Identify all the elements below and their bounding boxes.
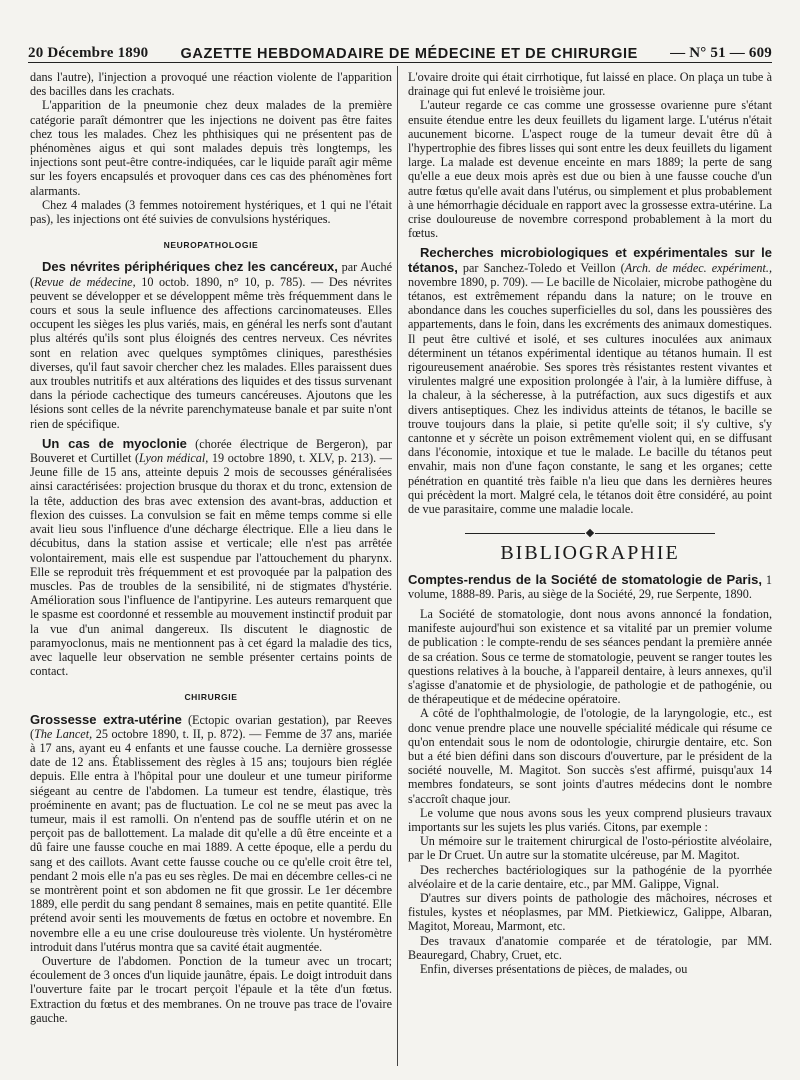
article-title: Recherches microbiologiques et expérimentales sur le tétanos, bbox=[408, 245, 772, 275]
paragraph: Des recherches bactériologiques sur la pathogénie de la pyorrhée alvéolaire et de la carie dentaire, etc., par MM. Galippe, Vignal. bbox=[408, 862, 772, 891]
right-column bbox=[408, 70, 772, 976]
section-heading-neuropathologie: NEUROPATHOLOGIE bbox=[163, 240, 259, 251]
article-reference: novembre 1890, p. 709). — bbox=[408, 274, 544, 289]
paragraph: La Société de stomatologie, dont nous avons annoncé la fondation, manifeste aujourd'hui son existence et sa vitalité par un premier volume de publication : le compte-rendu de ses séances pendant la première année de sa création. Sous ce terme de stomatologie, peuvent se ranger toutes les questions relatives à la bouche, à l'appareil dentaire, à leurs annexes, qu'il s'agisse d'anatomie et de physiologie, de pathologie et de pathogénie, ou de thérapeutique et de médecine opératoire. bbox=[408, 606, 772, 707]
article-author: par Auché ( bbox=[30, 260, 392, 289]
biblio-entry bbox=[408, 573, 772, 601]
article-source: Revue de médecine, bbox=[34, 274, 136, 289]
ornament-line bbox=[595, 533, 715, 534]
paragraph: Des travaux d'anatomie comparée et de tératologie, par MM. Beauregard, Chabry, Cruet, etc. bbox=[408, 933, 772, 962]
paragraph: dans l'autre), l'injection a provoqué une réaction violente de l'apparition des bacilles dans les crachats. bbox=[30, 70, 392, 99]
article-author: (chorée électrique de Bergeron), par Bouveret et Curtillet ( bbox=[30, 436, 393, 466]
article-grossesse bbox=[30, 713, 392, 954]
article-source: Arch. de médec. expériment., bbox=[624, 260, 772, 275]
paragraph: D'autres sur divers points de pathologie des mâchoires, nécroses et fistules, kystes et néoplasmes, par MM. Pietkiewicz, Galippe, Albaran, Magitot, Moreau, Marmont, etc. bbox=[408, 890, 772, 934]
paragraph: L'auteur regarde ce cas comme une grossesse ovarienne pure s'étant ensuite étendue entre les deux feuillets du ligament large. L'utérus n'était aucunement bicorne. L'aspect rouge de la tumeur devait être dû à l'hypertrophie des fibres lisses qui sont entre les deux feuillets du ligament large. La malade est devenue enceinte en mars 1889; la perte de sang qu'elle a eue deux mois après est due ou bien à une fausse couche d'un autre fœtus qu'elle avait dans l'utérus, ou simplement et plus probablement à une hémorrhagie déciduale en rapport avec la grossesse extra-utérine. La crise douloureuse de novembre correspond probablement à la mort du fœtus. bbox=[408, 98, 772, 241]
running-header bbox=[28, 40, 772, 63]
biblio-entry-title: Comptes-rendus de la Société de stomatologie de Paris, bbox=[408, 571, 762, 587]
bibliographie-heading: BIBLIOGRAPHIE bbox=[500, 542, 680, 565]
article-source: Lyon médical, bbox=[139, 451, 209, 466]
article-neurites bbox=[30, 260, 392, 430]
article-myoclonie bbox=[30, 437, 392, 678]
section-heading-chirurgie: CHIRURGIE bbox=[184, 692, 238, 703]
article-body: Des névrites peuvent se développer et se développent même très fréquemment dans le cours et sous la seule influence des affections carcinomateuses. Elles occupent les sièges les plus variés, mais, en général les nerfs sont d'autant plus altérés qu'ils sont plus éloignés des centres nerveux. Ces névrites sont en relation avec quelques symptômes cliniques, paresthésies diverses, qu'il faut savoir chercher chez les malades. Elles paraissent dues aux troubles nutritifs et aux altérations des liquides et des tissus survenant dans la période cachectique des tumeurs cancéreuses. Ajoutons que les lésions sont celles de la névrite parenchymateuse banale et par suite n'ont rien de spécifique. bbox=[30, 274, 392, 431]
paragraph: L'ovaire droite qui était cirrhotique, fut laissé en place. On plaça un tube à drainage qui fut enlevé le troisième jour. bbox=[408, 70, 772, 99]
paragraph: Un mémoire sur le traitement chirurgical de l'osto-périostite alvéolaire, par le Dr Cruet. Un autre sur la stomatite ulcéreuse, par M. Magitot. bbox=[408, 834, 772, 863]
header-page-number: — N° 51 — 609 bbox=[670, 45, 772, 61]
paragraph: Le volume que nous avons sous les yeux comprend plusieurs travaux importants sur les sujets les plus variés. Citons, par exemple : bbox=[408, 805, 772, 834]
ornament-line bbox=[465, 533, 585, 534]
article-body: Le bacille de Nicolaier, microbe pathogène du tétanos, est extrêmement répandu dans la nature; on le trouve en abondance dans les couches superficielles du sol, dans les poussières des appartements, dans le foin, dans les excréments des animaux domestiques. Il peut être cultivé et isolé, et ses cultures inoculées aux animaux déterminent un tétanos expérimental identique au tétanos humain. Il est rigoureusement anaérobie. Ses spores très résistantes restent vivantes et virulentes malgré une exposition prolongée à l'air, à la lumière diffuse, à la chaleur, à la sécheresse, à la putréfaction, aux sucs digestifs et aux divers antiseptiques. Chez les individus atteints de tétanos, le bacille se trouve toujours dans la plaie, si petite qu'elle soit; il s'y cultive, s'y cantonne et y sécrète un poison extrêmement violent qui, en se diffusant dans l'économie, intoxique et tue le malade. Le bacille du tétanos peut envahir, mais non d'une façon constante, le sang et les organes; cette pénétration en quantité très faible n'a lieu que dans les dernières heures qui précèdent la mort. Malgré cela, le tétanos doit être considéré, au point de vue parasitaire, comme une maladie locale. bbox=[408, 274, 773, 517]
article-reference: 25 octobre 1890, t. II, p. 872). — bbox=[92, 726, 262, 741]
article-body: Femme de 37 ans, mariée à 17 ans, ayant eu 4 enfants et une fausse couche. La dernière grossesse date de 12 ans. Établissement des règles à 15 ans; toujours bien réglée depuis. Elle entra à l'hôpital pour une douleur et une tumeur piriforme siégeant au centre de l'abdomen. La tumeur est tendre, élastique, très proéminente en avant; pas de fluctuation. Le col ne se meut pas avec la tumeur, mais il est ramolli. On n'entend pas de souffle utérin et on ne perçoit pas de ballottement. La malade dit qu'elle a dû être enceinte et a dû faire une fausse couche en mai 1889. A cette époque, elle a perdu du sang et des caillots. Avant cette fausse couche ou ce qu'elle croit être tel, pendant 2 mois elle n'a pas eu ses règles. De mai en décembre celles-ci ne se montrèrent point et son abdomen ne fit que grossir. Le 1er décembre 1889, elle perdit du sang pendant 8 semaines, mais en petite quantité. Elle prétend avoir senti les mouvements de fœtus en octobre et novembre. En novembre elle a eu une crise douloureuse très violente. Un hystéromètre introduit dans l'utérus montra que sa cavité était augmentée. bbox=[30, 726, 393, 954]
paragraph: Ouverture de l'abdomen. Ponction de la tumeur avec un trocart; écoulement de 3 onces d'un liquide jaunâtre, épais. Le doigt introduit dans l'ouverture faite par le trocart perçoit l'épaule et la tête d'un fœtus. Extraction du fœtus et des membranes. On ne trouve pas trace de l'ovaire gauche. bbox=[30, 953, 392, 1025]
section-ornament bbox=[408, 530, 772, 536]
column-divider bbox=[397, 66, 398, 1066]
header-journal-title: GAZETTE HEBDOMADAIRE DE MÉDECINE ET DE CHIRURGIE bbox=[180, 46, 638, 62]
biblio-entry-publisher: 1 volume, 1888-89. Paris, au siège de la Société, 29, rue Serpente, 1890. bbox=[408, 572, 772, 601]
paragraph: Chez 4 malades (3 femmes notoirement hystériques, et 1 qui ne l'était pas), les injections ont été suivies de convulsions hystériques. bbox=[30, 197, 392, 227]
header-date: 20 Décembre 1890 bbox=[28, 45, 149, 61]
article-title: Grossesse extra-utérine bbox=[30, 711, 182, 727]
article-author: par Sanchez-Toledo et Veillon ( bbox=[457, 260, 625, 275]
article-reference: 10 octob. 1890, n° 10, p. 785). — bbox=[135, 274, 324, 289]
article-title: Un cas de myoclonie bbox=[42, 435, 187, 451]
article-source: The Lancet, bbox=[34, 726, 93, 741]
paragraph: L'apparition de la pneumonie chez deux malades de la première catégorie paraît démontrer que les injections ne doivent pas être faites chez tous les malades. Chez les phthisiques qui ne présentent pas de phénomènes aigus et qui sont malades depuis très longtemps, les injections sont peut-être contre-indiquées, car le liquide paraît agir même sur les foyers encapsulés et provoquer dans ces cas des phénomènes fort alarmants. bbox=[30, 98, 392, 198]
ornament-diamond bbox=[586, 529, 594, 537]
article-title: Des névrites périphériques chez les cancéreux, bbox=[42, 259, 338, 275]
left-column bbox=[30, 70, 392, 1025]
paragraph: Enfin, diverses présentations de pièces, de malades, ou bbox=[420, 961, 688, 976]
article-reference: 19 octobre 1890, t. XLV, p. 213). — bbox=[208, 451, 392, 466]
paragraph: A côté de l'ophthalmologie, de l'otologie, de la laryngologie, etc., est donc venue prendre place une nouvelle spécialité médicale qui résume ce qu'on entendait sous le nom de odontologie, chirurgie dentaire, etc. Son but a été bien défini dans son discours d'ouverture, par le président de la société nouvelle, M. Magitot. Son succès s'est affirmé, puisqu'aux 14 membres fondateurs, se sont joints d'autres médecins dont le nombre s'accroît chaque jour. bbox=[408, 706, 772, 806]
article-body: Jeune fille de 15 ans, atteinte depuis 2 mois de secousses généralisées ainsi caractérisées: projection brusque du thorax et du tronc, extension de la tête, adduction des bras avec extension des avant-bras, adduction et flexion des cuisses. La convulsion se fait en même temps comme si elle avait lieu sous l'influence d'une décharge électrique. Elle a lieu dans le décubitus, dans la station assise et verticale; elle n'est pas arrêtée volontairement, mais elle est suspendue par l'attouchement du pharynx. Elle se reproduit très fréquemment et est provoquée par la palpation des muscles. Pas de troubles de la sensibilité, ni de stigmates d'hystérie. Amélioration sous l'influence de l'antipyrine. Les auteurs remarquent que le spasme est coordonné et ressemble au mouvement instinctif produit par la vue d'un animal dangereux. Ils discutent le diagnostic de paramyoclonus, mais ne mentionnent pas à cet égard la maladie des tics, avec laquelle leur observation ne semble présenter certains points de contact. bbox=[30, 465, 392, 679]
article-author: (Ectopic ovarian gestation), par Reeves ( bbox=[30, 712, 392, 741]
article-tetanos bbox=[408, 246, 772, 516]
